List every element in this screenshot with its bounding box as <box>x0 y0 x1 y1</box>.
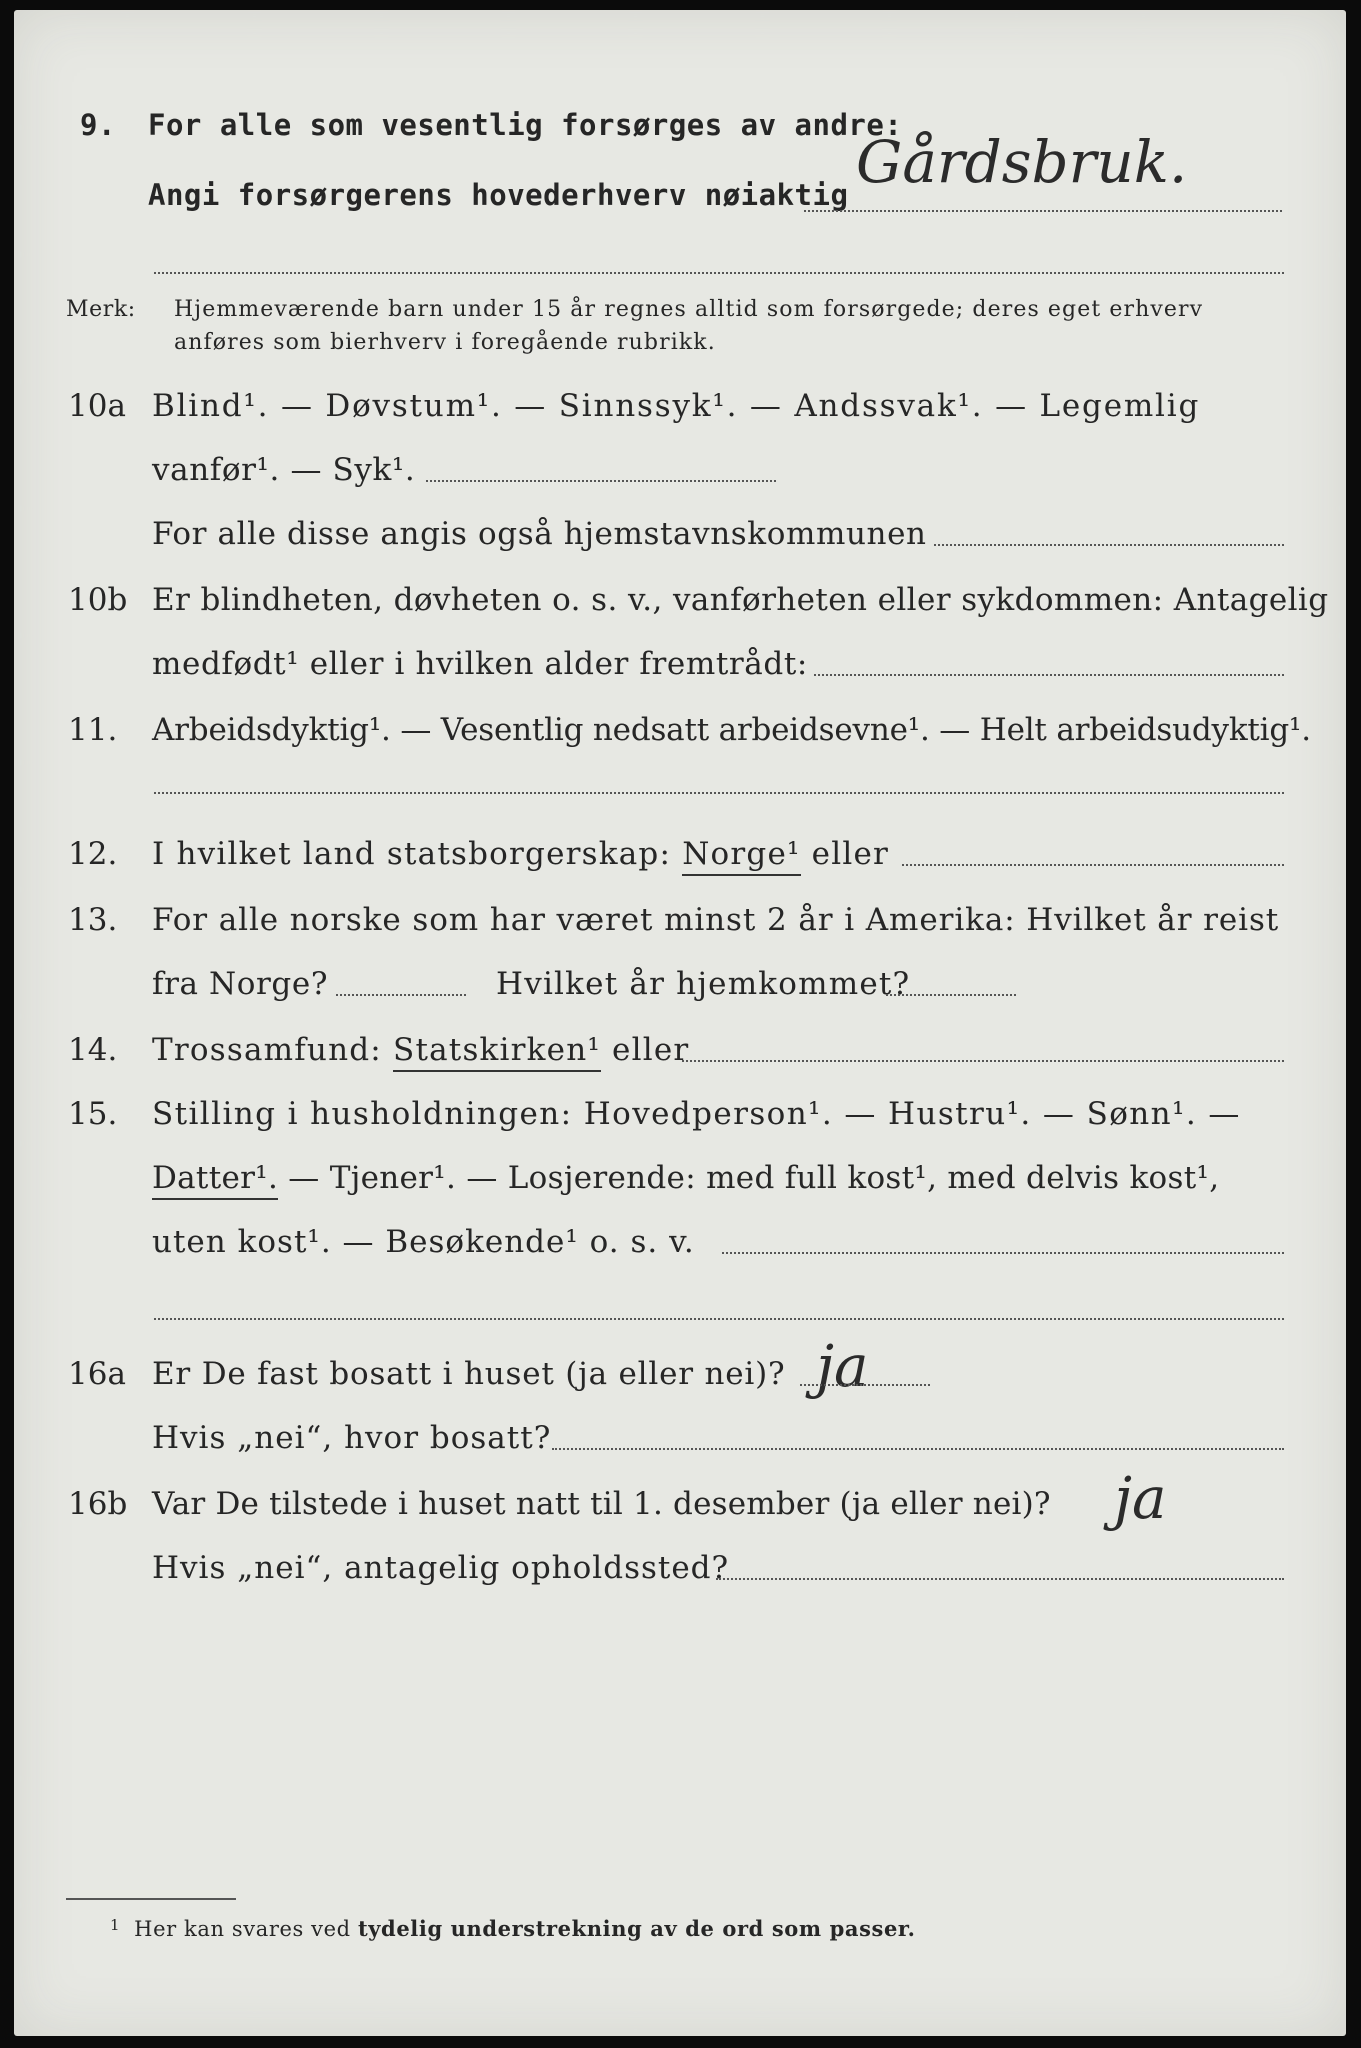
q12-eller: eller <box>800 836 890 872</box>
q13-line1: For alle norske som har været minst 2 år i Amerika: Hvilket år reist <box>152 902 1280 938</box>
q9-extra-line <box>154 272 1284 274</box>
q12-number: 12. <box>68 836 118 872</box>
q13-hjemkommet-dotline <box>886 994 1016 996</box>
q16a-line2: Hvis „nei“, hvor bosatt? <box>152 1420 552 1456</box>
footnote <box>110 1916 916 1941</box>
q15-number: 15. <box>68 1096 118 1132</box>
census-form-page <box>14 10 1346 2036</box>
q12-norge-underlined: Norge¹ <box>682 836 800 876</box>
footnote-mark: 1 <box>110 1916 121 1934</box>
q13-reist-dotline <box>336 994 466 996</box>
q16a-line1: Er De fast bosatt i huset (ja eller nei)? <box>152 1356 786 1392</box>
q13-line2a: fra Norge? <box>152 966 329 1002</box>
q13-number: 13. <box>68 902 118 938</box>
q12-line <box>152 836 889 872</box>
q14-line <box>152 1032 689 1068</box>
q15-line2 <box>152 1160 1219 1196</box>
q15-datter-underlined: Datter¹. <box>152 1160 278 1200</box>
q15-extra-line <box>154 1318 1284 1320</box>
q14-number: 14. <box>68 1032 118 1068</box>
q15-line2-rest: — Tjener¹. — Losjerende: med full kost¹, med delvis kost¹, <box>278 1160 1220 1196</box>
q10b-line2-dotline <box>814 674 1284 676</box>
q9-handwritten-answer: Gårdsbruk. <box>856 128 1188 196</box>
footnote-text-bold: tydelig understrekning av de ord som passer. <box>357 1916 916 1941</box>
q16a-dotline <box>800 1384 930 1386</box>
q10b-number: 10b <box>68 582 128 618</box>
q16b-handwritten-answer: ja <box>1114 1464 1167 1532</box>
q10a-line3-dotline <box>934 544 1284 546</box>
q10a-line3: For alle disse angis også hjemstavnskommunen <box>152 516 927 552</box>
q9-line1: For alle som vesentlig forsørges av andre: <box>148 108 903 142</box>
q16b-line1: Var De tilstede i huset natt til 1. desember (ja eller nei)? <box>152 1486 1051 1522</box>
q16b-line2-dotline <box>716 1578 1284 1580</box>
q10b-line1: Er blindheten, døvheten o. s. v., vanførheten eller sykdommen: Antagelig <box>152 582 1329 618</box>
q9-line2: Angi forsørgerens hovederhverv nøiaktig <box>148 178 849 212</box>
q10a-number: 10a <box>68 388 126 424</box>
q12-dotline <box>902 864 1284 866</box>
q14-eller: eller <box>601 1032 690 1068</box>
q10a-line2: vanfør¹. — Syk¹. <box>152 452 416 488</box>
q9-answer-line <box>804 210 1282 212</box>
q16b-number: 16b <box>68 1486 128 1522</box>
q16a-number: 16a <box>68 1356 126 1392</box>
q16a-line2-dotline <box>552 1448 1284 1450</box>
q16b-line2: Hvis „nei“, antagelig opholdssted? <box>152 1550 730 1586</box>
footnote-text: Her kan svares ved <box>134 1917 358 1941</box>
merk-label: Merk: <box>66 297 136 322</box>
q14-label: Trossamfund: <box>152 1032 394 1068</box>
q16a-handwritten-answer: ja <box>816 1332 869 1400</box>
q15-dotline <box>722 1252 1284 1254</box>
q14-dotline <box>682 1060 1284 1062</box>
q10b-line2: medfødt¹ eller i hvilken alder fremtrådt: <box>152 646 808 682</box>
q11-number: 11. <box>68 712 118 748</box>
merk-line1: Hjemmeværende barn under 15 år regnes alltid som forsørgede; deres eget erhverv <box>174 297 1204 322</box>
footnote-rule <box>66 1898 236 1900</box>
q15-line3: uten kost¹. — Besøkende¹ o. s. v. <box>152 1224 695 1260</box>
q14-statskirken-underlined: Statskirken¹ <box>393 1032 601 1072</box>
q15-line1: Stilling i husholdningen: Hovedperson¹. — Hustru¹. — Sønn¹. — <box>152 1096 1241 1132</box>
merk-line2: anføres som bierhverv i foregående rubrikk. <box>174 330 716 355</box>
q12-label: I hvilket land statsborgerskap: <box>152 836 683 872</box>
q11-line1: Arbeidsdyktig¹. — Vesentlig nedsatt arbeidsevne¹. — Helt arbeidsudyktig¹. <box>152 712 1311 748</box>
q10a-line1: Blind¹. — Døvstum¹. — Sinnssyk¹. — Andssvak¹. — Legemlig <box>152 388 1201 424</box>
q13-line2b: Hvilket år hjemkommet? <box>496 966 911 1002</box>
q11-extra-line <box>154 792 1284 794</box>
q10a-line2-dotline <box>426 480 776 482</box>
q9-number: 9. <box>80 108 116 142</box>
